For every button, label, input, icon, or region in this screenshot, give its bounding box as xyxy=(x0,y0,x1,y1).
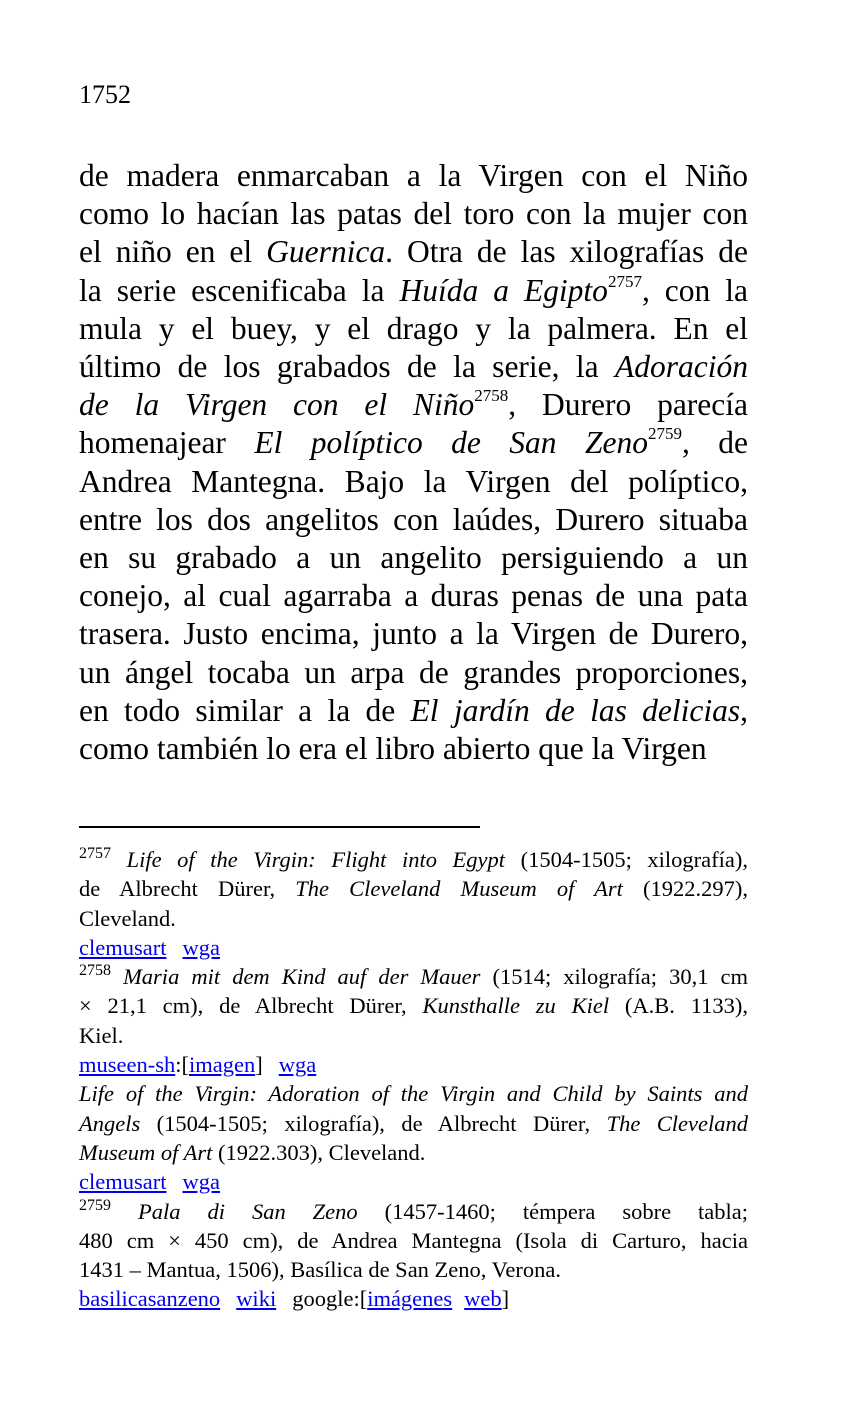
footnote-links: basilicasanzeno wiki google:[imágenes web] xyxy=(79,1286,510,1312)
text-line: en todo similar a la de El jardín de las delicias, xyxy=(79,692,748,728)
footnote-line: Museum of Art (1922.303), Cleveland. xyxy=(79,1139,426,1165)
footnote-ref[interactable]: 2759 xyxy=(647,424,682,444)
text-line: conejo, al cual agarraba a duras penas de una pata xyxy=(79,578,748,614)
footnote-links xyxy=(79,1167,748,1196)
text-line: entre los dos angelitos con laúdes, Durero situaba xyxy=(79,501,748,537)
body-text xyxy=(79,157,748,768)
text-line: de la Virgen con el Niño$^{2758}$, Durero parecía xyxy=(79,386,748,423)
footnote-ref[interactable]: 2758 xyxy=(474,386,509,406)
footnote-line: × 21,1 cm), de Albrecht Dürer, Kunsthalle zu Kiel (A.B. 1133), xyxy=(79,993,748,1019)
text-line: como también lo era el libro abierto que la Virgen xyxy=(79,731,707,767)
footnote-line: Angels (1504-1505; xilografía), de Albrecht Dürer, The Cleveland xyxy=(79,1110,748,1136)
link-imagenes[interactable]: imágenes xyxy=(367,1286,453,1312)
link-basilicasanzeno[interactable]: basilicasanzeno xyxy=(79,1286,221,1312)
text-line: la serie escenificaba la Huída a Egipto$^{2757}$, con la xyxy=(79,271,748,308)
link-web[interactable]: web xyxy=(464,1286,502,1312)
footnote-number: 2758 xyxy=(79,962,111,980)
text-line: último de los grabados de la serie, la Adoración xyxy=(79,349,748,385)
text-line: de madera enmarcaban a la Virgen con el Niño xyxy=(79,158,748,193)
footnote-line: Life of the Virgin: Adoration of the Virgin and Child by Saints and xyxy=(79,1081,748,1107)
link-clemusart[interactable]: clemusart xyxy=(79,934,167,960)
link-wga[interactable]: wga xyxy=(182,934,220,960)
link-museen-sh[interactable]: museen-sh xyxy=(79,1052,176,1078)
footnote-line: 480 cm × 450 cm), de Andrea Mantegna (Isola di Carturo, hacia xyxy=(79,1227,748,1253)
footnote-number: 2757 xyxy=(79,845,111,862)
footnotes xyxy=(79,845,748,1314)
text-line: homenajear El políptico de San Zeno$^{2759}$, de xyxy=(79,424,749,461)
footnote-ref[interactable]: 2757 xyxy=(607,271,642,291)
page-number: 1752 xyxy=(79,80,131,109)
footnote-number: 2759 xyxy=(79,1196,111,1214)
text-line: mula y el buey, y el drago y la palmera. En el xyxy=(79,310,748,346)
footnote-line: de Albrecht Dürer, The Cleveland Museum of Art (1922.297), xyxy=(79,876,748,902)
footnote-line: Kiel. xyxy=(79,1022,124,1048)
footnote-line: Cleveland. xyxy=(79,905,176,931)
footnote-line: $^{2757}$ Life of the Virgin: Flight into Egypt (1504-1505; xilografía), xyxy=(79,845,748,872)
link-imagen[interactable]: imagen xyxy=(188,1052,256,1078)
footnote-links: museen-sh:[imagen] wga xyxy=(79,1052,317,1078)
text-line: en su grabado a un angelito persiguiendo a un xyxy=(79,540,748,576)
footnote-line: $^{2759}$ Pala di San Zeno (1457-1460; témpera sobre tabla; xyxy=(79,1196,749,1224)
text-line: Andrea Mantegna. Bajo la Virgen del políptico, xyxy=(79,463,748,499)
link-clemusart[interactable]: clemusart xyxy=(79,1169,167,1195)
text-line: trasera. Justo encima, junto a la Virgen de Durero, xyxy=(79,616,748,652)
text-line: el niño en el Guernica. Otra de las xilografías de xyxy=(79,234,748,270)
footnote-links xyxy=(79,933,748,962)
text-line: como lo hacían las patas del toro con la mujer con xyxy=(79,196,748,232)
link-wga[interactable]: wga xyxy=(182,1169,220,1195)
footnote-line: 1431 – Mantua, 1506), Basílica de San Zeno, Verona. xyxy=(79,1257,561,1283)
text-line: un ángel tocaba un arpa de grandes proporciones, xyxy=(79,654,748,690)
footnote-line: $^{2758}$ Maria mit dem Kind auf der Mauer (1514; xilografía; 30,1 cm xyxy=(79,962,748,990)
footnote-separator xyxy=(79,826,480,828)
link-wiki[interactable]: wiki xyxy=(236,1286,277,1312)
link-wga[interactable]: wga xyxy=(278,1052,317,1078)
